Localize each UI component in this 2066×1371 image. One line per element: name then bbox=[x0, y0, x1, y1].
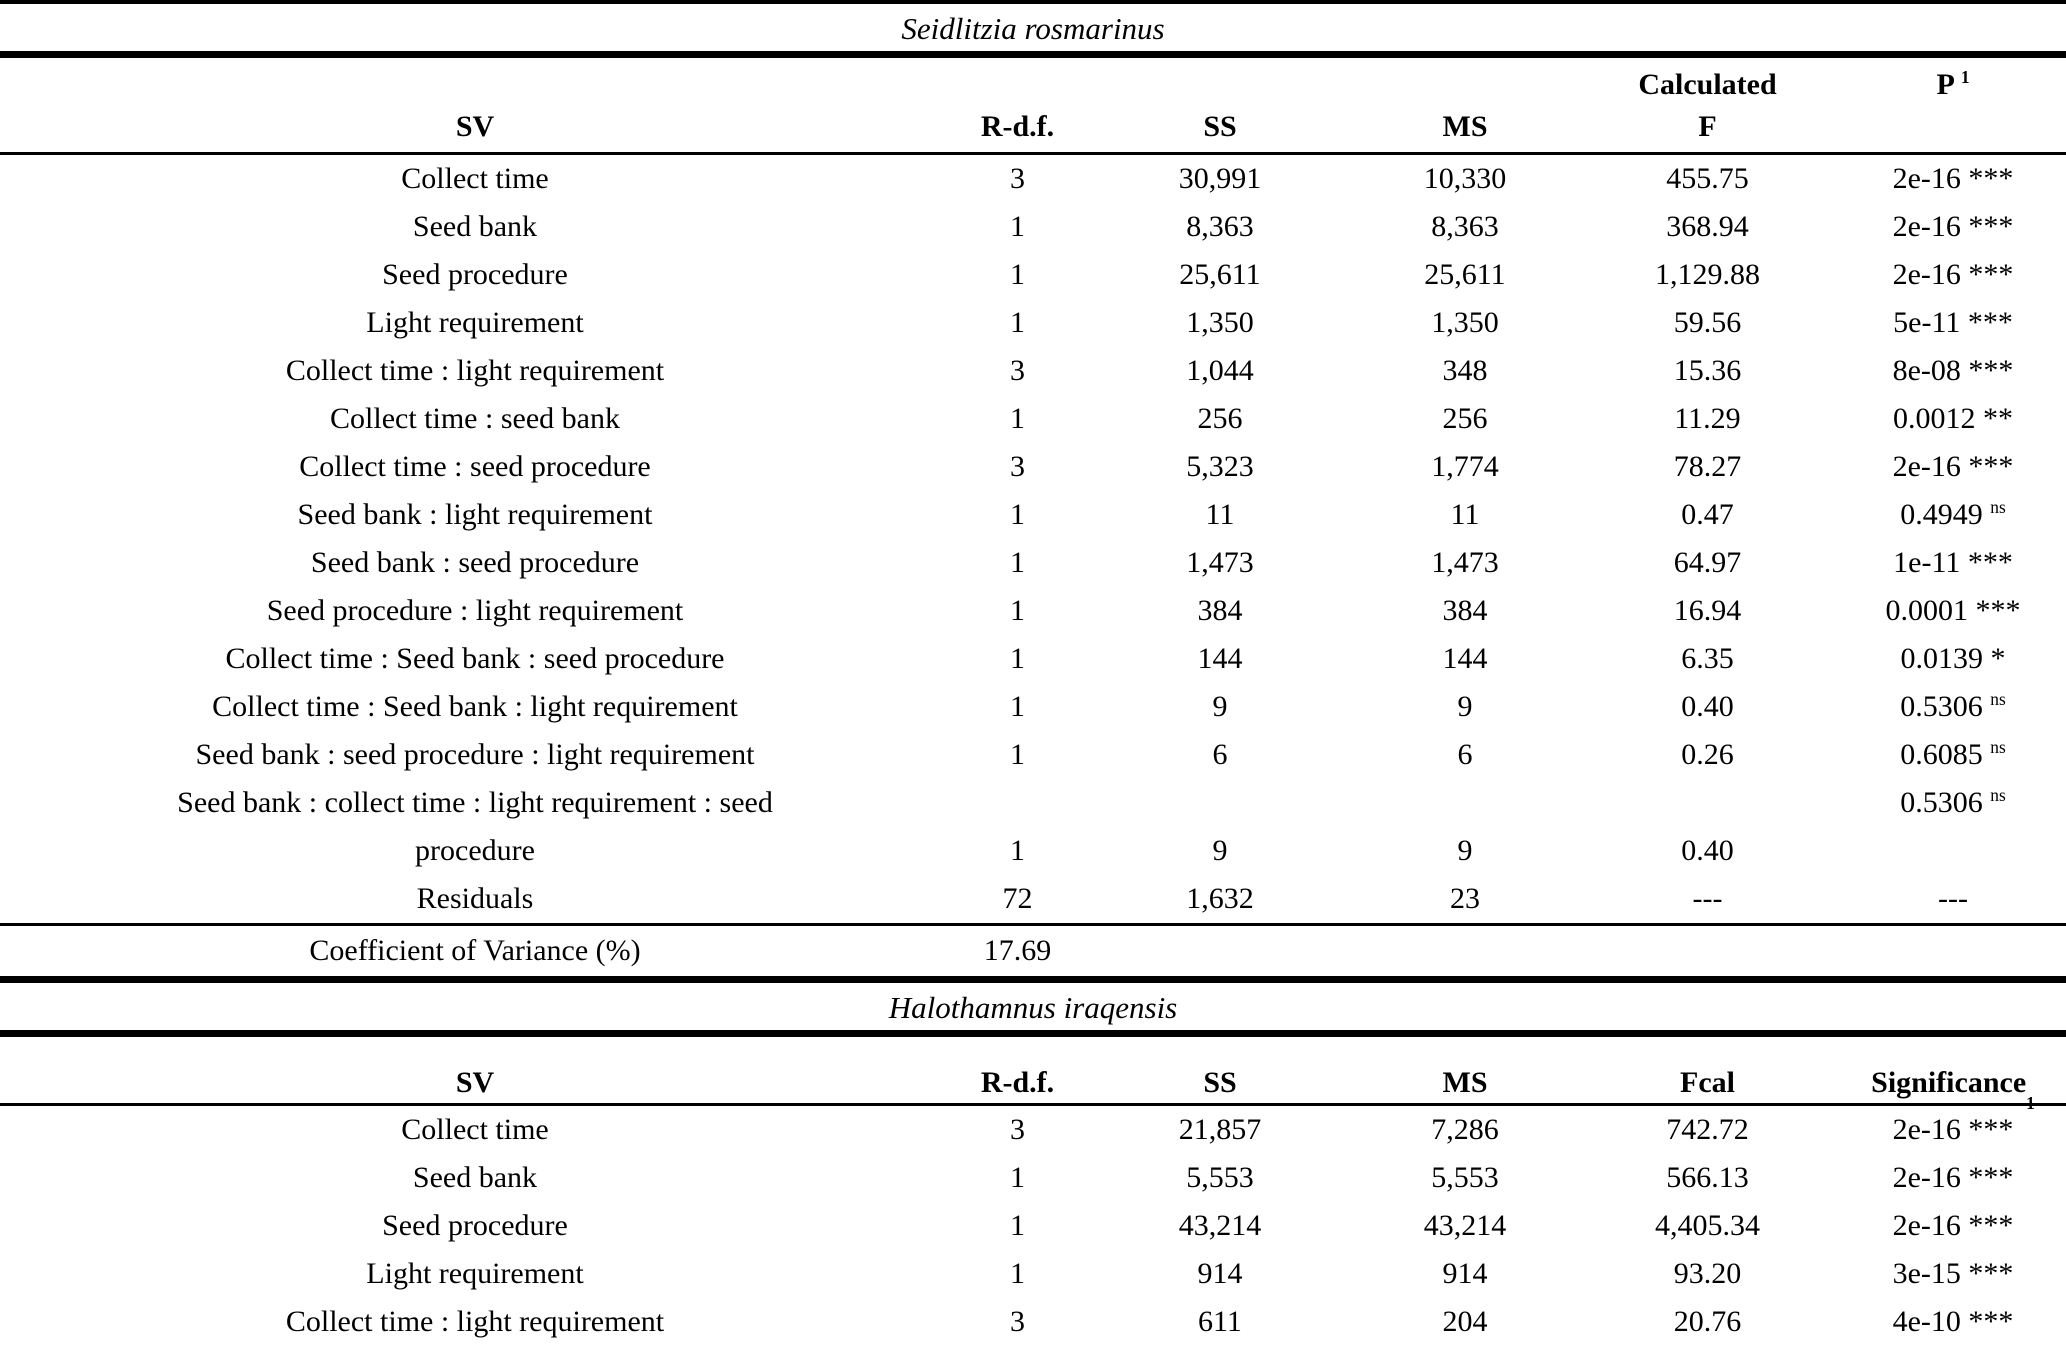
f-cell: 15.36 bbox=[1673, 354, 1742, 387]
ss-cell: 6 bbox=[1212, 738, 1228, 771]
ms-cell: 256 bbox=[1442, 402, 1488, 435]
p-value: 2e-16 bbox=[1892, 450, 1961, 483]
p-value: 0.6085 bbox=[1900, 738, 1983, 771]
sv-cell: procedure bbox=[415, 834, 535, 867]
rdf-cell: 1 bbox=[1010, 546, 1025, 579]
ss-cell: 8,363 bbox=[1186, 210, 1254, 243]
title-rule-2 bbox=[0, 1030, 2066, 1037]
header-sv bbox=[0, 1037, 950, 1103]
rdf-cell: 1 bbox=[1010, 642, 1025, 675]
p-cell bbox=[1840, 1298, 2066, 1346]
table-row bbox=[0, 731, 2066, 779]
rdf-cell: 1 bbox=[1010, 306, 1025, 339]
ss-cell: 25,611 bbox=[1179, 258, 1261, 291]
sv-cell: Collect time : Seed bank : light requirement bbox=[212, 690, 738, 723]
p-value: 1e-11 bbox=[1893, 546, 1961, 579]
table-row bbox=[0, 1106, 2066, 1154]
significance-marker: ** bbox=[1983, 402, 2013, 435]
table-row bbox=[0, 443, 2066, 491]
significance-marker: ns bbox=[1990, 785, 2006, 805]
significance-marker: *** bbox=[1968, 162, 2014, 195]
f-cell: 0.47 bbox=[1681, 498, 1734, 531]
p-cell bbox=[1840, 1106, 2066, 1154]
f-cell bbox=[1575, 779, 1840, 827]
f-cell: 16.94 bbox=[1673, 594, 1742, 627]
p-cell bbox=[1840, 827, 2066, 875]
header-ms bbox=[1355, 58, 1575, 152]
significance-marker: *** bbox=[1968, 450, 2014, 483]
ms-cell: 5,553 bbox=[1431, 1161, 1499, 1194]
sv-cell: Seed procedure bbox=[382, 258, 568, 291]
table-row bbox=[0, 203, 2066, 251]
rdf-cell: 3 bbox=[1010, 450, 1025, 483]
header-ss bbox=[1085, 58, 1355, 152]
p-value: 2e-16 bbox=[1892, 1209, 1961, 1242]
table-row bbox=[0, 1298, 2066, 1346]
sv-cell: Collect time : light requirement bbox=[285, 354, 665, 387]
ss-cell: 21,857 bbox=[1178, 1113, 1262, 1146]
p-value: --- bbox=[1938, 882, 1968, 915]
f-cell: 368.94 bbox=[1666, 210, 1749, 243]
ss-cell: 30,991 bbox=[1178, 162, 1262, 195]
header-ss bbox=[1085, 1037, 1355, 1103]
header-ms-label: MS bbox=[1442, 110, 1488, 143]
significance-marker: *** bbox=[1968, 258, 2014, 291]
table-2-header bbox=[0, 1037, 2066, 1103]
p-value: 0.5306 bbox=[1900, 786, 1983, 819]
table-halothamnus-iraqensis bbox=[0, 983, 2066, 1346]
f-cell: 455.75 bbox=[1666, 162, 1749, 195]
p-cell bbox=[1840, 635, 2066, 683]
header-rdf-label: R-d.f. bbox=[980, 1066, 1055, 1099]
ss-cell: 1,044 bbox=[1186, 354, 1254, 387]
sv-cell: Collect time : seed bank bbox=[330, 402, 620, 435]
header-rdf bbox=[950, 58, 1085, 152]
f-cell: 4,405.34 bbox=[1655, 1209, 1760, 1242]
p-value: 0.5306 bbox=[1900, 690, 1983, 723]
f-cell: 93.20 bbox=[1673, 1257, 1742, 1290]
f-cell: 0.40 bbox=[1681, 834, 1734, 867]
sv-cell: Collect time bbox=[401, 1113, 549, 1146]
ms-cell: 204 bbox=[1442, 1305, 1488, 1338]
rdf-cell: 72 bbox=[1002, 882, 1033, 915]
p-cell bbox=[1840, 875, 2066, 923]
f-cell: 78.27 bbox=[1673, 450, 1742, 483]
significance-marker: *** bbox=[1968, 1305, 2014, 1338]
p-cell bbox=[1840, 443, 2066, 491]
header-significance-label: Significance bbox=[1871, 1066, 2027, 1099]
p-cell bbox=[1840, 395, 2066, 443]
sv-cell: Seed procedure : light requirement bbox=[266, 594, 684, 627]
table-row bbox=[0, 779, 2066, 827]
significance-marker: *** bbox=[1968, 1257, 2014, 1290]
ms-cell: 144 bbox=[1442, 642, 1488, 675]
p-value: 4e-10 bbox=[1892, 1305, 1961, 1338]
coefficient-of-variance-row bbox=[0, 926, 2066, 976]
f-cell: 11.29 bbox=[1674, 402, 1741, 435]
p-cell bbox=[1840, 1250, 2066, 1298]
species-title-1: Seidlitzia rosmarinus bbox=[901, 11, 1165, 46]
sv-cell: Light requirement bbox=[366, 306, 584, 339]
table-row bbox=[0, 875, 2066, 923]
sv-cell: Collect time : light requirement bbox=[285, 1305, 665, 1338]
header-ms bbox=[1355, 1037, 1575, 1103]
significance-marker: *** bbox=[1967, 306, 2013, 339]
rdf-cell: 1 bbox=[1010, 834, 1025, 867]
table-row bbox=[0, 635, 2066, 683]
p-cell bbox=[1840, 299, 2066, 347]
ss-cell: 5,553 bbox=[1186, 1161, 1254, 1194]
sv-cell: Seed bank : seed procedure bbox=[310, 546, 640, 579]
table-row bbox=[0, 299, 2066, 347]
table-1-body bbox=[0, 155, 2066, 923]
header-sv bbox=[0, 58, 950, 152]
header-ms-label: MS bbox=[1442, 1066, 1488, 1099]
table-row bbox=[0, 1202, 2066, 1250]
header-p-superscript: 1 bbox=[1960, 67, 1970, 87]
rdf-cell: 1 bbox=[1010, 738, 1025, 771]
p-value: 2e-16 bbox=[1892, 210, 1961, 243]
f-cell: 0.26 bbox=[1681, 738, 1734, 771]
p-value: 2e-16 bbox=[1892, 162, 1961, 195]
ms-cell: 6 bbox=[1457, 738, 1473, 771]
table-row bbox=[0, 827, 2066, 875]
p-value: 2e-16 bbox=[1892, 1113, 1961, 1146]
cov-label: Coefficient of Variance (%) bbox=[309, 934, 641, 967]
ms-cell: 23 bbox=[1450, 882, 1480, 915]
rdf-cell: 3 bbox=[1010, 1305, 1025, 1338]
p-value: 0.0139 bbox=[1900, 642, 1983, 675]
rdf-cell: 1 bbox=[1010, 690, 1025, 723]
ms-cell: 1,473 bbox=[1431, 546, 1499, 579]
significance-marker: *** bbox=[1975, 594, 2021, 627]
ms-cell bbox=[1355, 779, 1575, 827]
p-value: 2e-16 bbox=[1892, 258, 1961, 291]
p-cell bbox=[1840, 1202, 2066, 1250]
header-rdf bbox=[950, 1037, 1085, 1103]
p-cell bbox=[1840, 683, 2066, 731]
p-cell bbox=[1840, 251, 2066, 299]
ms-cell: 7,286 bbox=[1431, 1113, 1499, 1146]
table-row bbox=[0, 539, 2066, 587]
ms-cell: 10,330 bbox=[1423, 162, 1507, 195]
ms-cell: 914 bbox=[1442, 1257, 1488, 1290]
ss-cell: 1,350 bbox=[1186, 306, 1254, 339]
header-f-top-label: Calculated bbox=[1638, 68, 1777, 101]
p-cell bbox=[1840, 731, 2066, 779]
rdf-cell: 1 bbox=[1010, 594, 1025, 627]
significance-marker: *** bbox=[1968, 1113, 2014, 1146]
p-value: 0.4949 bbox=[1900, 498, 1983, 531]
header-calculated-f bbox=[1575, 58, 1840, 152]
significance-marker: * bbox=[1990, 642, 2006, 675]
f-cell: 742.72 bbox=[1666, 1113, 1749, 1146]
header-fcal-label: Fcal bbox=[1680, 1066, 1735, 1099]
header-sv-label: SV bbox=[455, 110, 495, 143]
p-value: 0.0001 bbox=[1885, 594, 1968, 627]
ss-cell: 256 bbox=[1197, 402, 1243, 435]
p-cell bbox=[1840, 155, 2066, 203]
significance-marker: *** bbox=[1968, 1209, 2014, 1242]
table-row bbox=[0, 395, 2066, 443]
p-cell bbox=[1840, 491, 2066, 539]
header-f-bottom-label: F bbox=[1698, 110, 1717, 143]
p-value: 2e-16 bbox=[1892, 1161, 1961, 1194]
f-cell: 64.97 bbox=[1673, 546, 1742, 579]
table-seidlitzia-rosmarinus bbox=[0, 4, 2066, 983]
rdf-cell: 1 bbox=[1010, 498, 1025, 531]
table-row bbox=[0, 251, 2066, 299]
table-row bbox=[0, 491, 2066, 539]
significance-marker: ns bbox=[1990, 689, 2006, 709]
ss-cell: 1,632 bbox=[1186, 882, 1254, 915]
header-rdf-label: R-d.f. bbox=[980, 110, 1055, 143]
rdf-cell: 1 bbox=[1010, 258, 1025, 291]
ms-cell: 25,611 bbox=[1424, 258, 1506, 291]
table-row bbox=[0, 587, 2066, 635]
rdf-cell: 1 bbox=[1010, 1209, 1025, 1242]
p-value: 3e-15 bbox=[1892, 1257, 1961, 1290]
cov-value: 17.69 bbox=[983, 934, 1052, 967]
ms-cell: 11 bbox=[1450, 498, 1480, 531]
table-1-header bbox=[0, 58, 2066, 152]
p-cell bbox=[1840, 347, 2066, 395]
table-row bbox=[0, 1154, 2066, 1202]
ms-cell: 9 bbox=[1457, 834, 1473, 867]
p-value: 8e-08 bbox=[1892, 354, 1961, 387]
p-value: 5e-11 bbox=[1893, 306, 1961, 339]
ss-cell: 384 bbox=[1197, 594, 1243, 627]
header-p bbox=[1840, 58, 2066, 152]
ss-cell: 914 bbox=[1197, 1257, 1243, 1290]
ms-cell: 1,774 bbox=[1431, 450, 1499, 483]
f-cell: 1,129.88 bbox=[1655, 258, 1760, 291]
header-p-label: P bbox=[1936, 68, 1955, 101]
sv-cell: Collect time : Seed bank : seed procedure bbox=[225, 642, 725, 675]
table-1-bottom-rule bbox=[0, 976, 2066, 983]
rdf-cell bbox=[950, 779, 1085, 827]
p-cell bbox=[1840, 587, 2066, 635]
sv-cell: Light requirement bbox=[366, 1257, 584, 1290]
sv-cell: Seed bank bbox=[412, 1161, 538, 1194]
f-cell: 566.13 bbox=[1666, 1161, 1749, 1194]
ss-cell bbox=[1085, 779, 1355, 827]
significance-marker: *** bbox=[1968, 210, 2014, 243]
table-row bbox=[0, 1250, 2066, 1298]
sv-cell: Collect time bbox=[401, 162, 549, 195]
ms-cell: 348 bbox=[1442, 354, 1488, 387]
table-row bbox=[0, 155, 2066, 203]
ss-cell: 1,473 bbox=[1186, 546, 1254, 579]
ms-cell: 8,363 bbox=[1431, 210, 1499, 243]
p-cell bbox=[1840, 203, 2066, 251]
significance-marker: *** bbox=[1967, 546, 2013, 579]
ss-cell: 11 bbox=[1205, 498, 1235, 531]
f-cell: --- bbox=[1692, 882, 1723, 915]
header-significance bbox=[1840, 1037, 2066, 1103]
species-title-2: Halothamnus iraqensis bbox=[888, 990, 1178, 1025]
significance-marker: *** bbox=[1968, 1161, 2014, 1194]
ms-cell: 43,214 bbox=[1423, 1209, 1507, 1242]
p-value: 0.0012 bbox=[1893, 402, 1976, 435]
header-sv-label: SV bbox=[455, 1066, 495, 1099]
p-cell bbox=[1840, 779, 2066, 827]
ss-cell: 5,323 bbox=[1186, 450, 1254, 483]
significance-marker: ns bbox=[1990, 497, 2006, 517]
f-cell: 0.40 bbox=[1681, 690, 1734, 723]
sv-cell: Seed procedure bbox=[382, 1209, 568, 1242]
rdf-cell: 3 bbox=[1010, 162, 1025, 195]
sv-cell: Seed bank : seed procedure : light requirement bbox=[195, 738, 755, 771]
rdf-cell: 1 bbox=[1010, 402, 1025, 435]
header-fcal bbox=[1575, 1037, 1840, 1103]
f-cell: 20.76 bbox=[1673, 1305, 1742, 1338]
ss-cell: 43,214 bbox=[1178, 1209, 1262, 1242]
significance-marker: ns bbox=[1990, 737, 2006, 757]
sv-cell: Residuals bbox=[416, 882, 534, 915]
f-cell: 6.35 bbox=[1681, 642, 1734, 675]
header-ss-label: SS bbox=[1203, 1066, 1237, 1099]
significance-marker: *** bbox=[1968, 354, 2014, 387]
rdf-cell: 3 bbox=[1010, 1113, 1025, 1146]
ss-cell: 9 bbox=[1212, 834, 1228, 867]
sv-cell: Seed bank : collect time : light requirement : seed bbox=[177, 786, 773, 819]
f-cell: 59.56 bbox=[1673, 306, 1742, 339]
rdf-cell: 1 bbox=[1010, 210, 1025, 243]
sv-cell: Seed bank : light requirement bbox=[297, 498, 653, 531]
rdf-cell: 1 bbox=[1010, 1161, 1025, 1194]
header-ss-label: SS bbox=[1203, 110, 1237, 143]
rdf-cell: 1 bbox=[1010, 1257, 1025, 1290]
ss-cell: 144 bbox=[1197, 642, 1243, 675]
sv-cell: Collect time : seed procedure bbox=[299, 450, 651, 483]
table-row bbox=[0, 683, 2066, 731]
ms-cell: 384 bbox=[1442, 594, 1488, 627]
ms-cell: 9 bbox=[1457, 690, 1473, 723]
table-2-body bbox=[0, 1106, 2066, 1346]
ms-cell: 1,350 bbox=[1431, 306, 1499, 339]
rdf-cell: 3 bbox=[1010, 354, 1025, 387]
ss-cell: 611 bbox=[1198, 1305, 1242, 1338]
ss-cell: 9 bbox=[1212, 690, 1228, 723]
sv-cell: Seed bank bbox=[412, 210, 538, 243]
p-cell bbox=[1840, 539, 2066, 587]
p-cell bbox=[1840, 1154, 2066, 1202]
title-rule-1 bbox=[0, 51, 2066, 58]
table-row bbox=[0, 347, 2066, 395]
